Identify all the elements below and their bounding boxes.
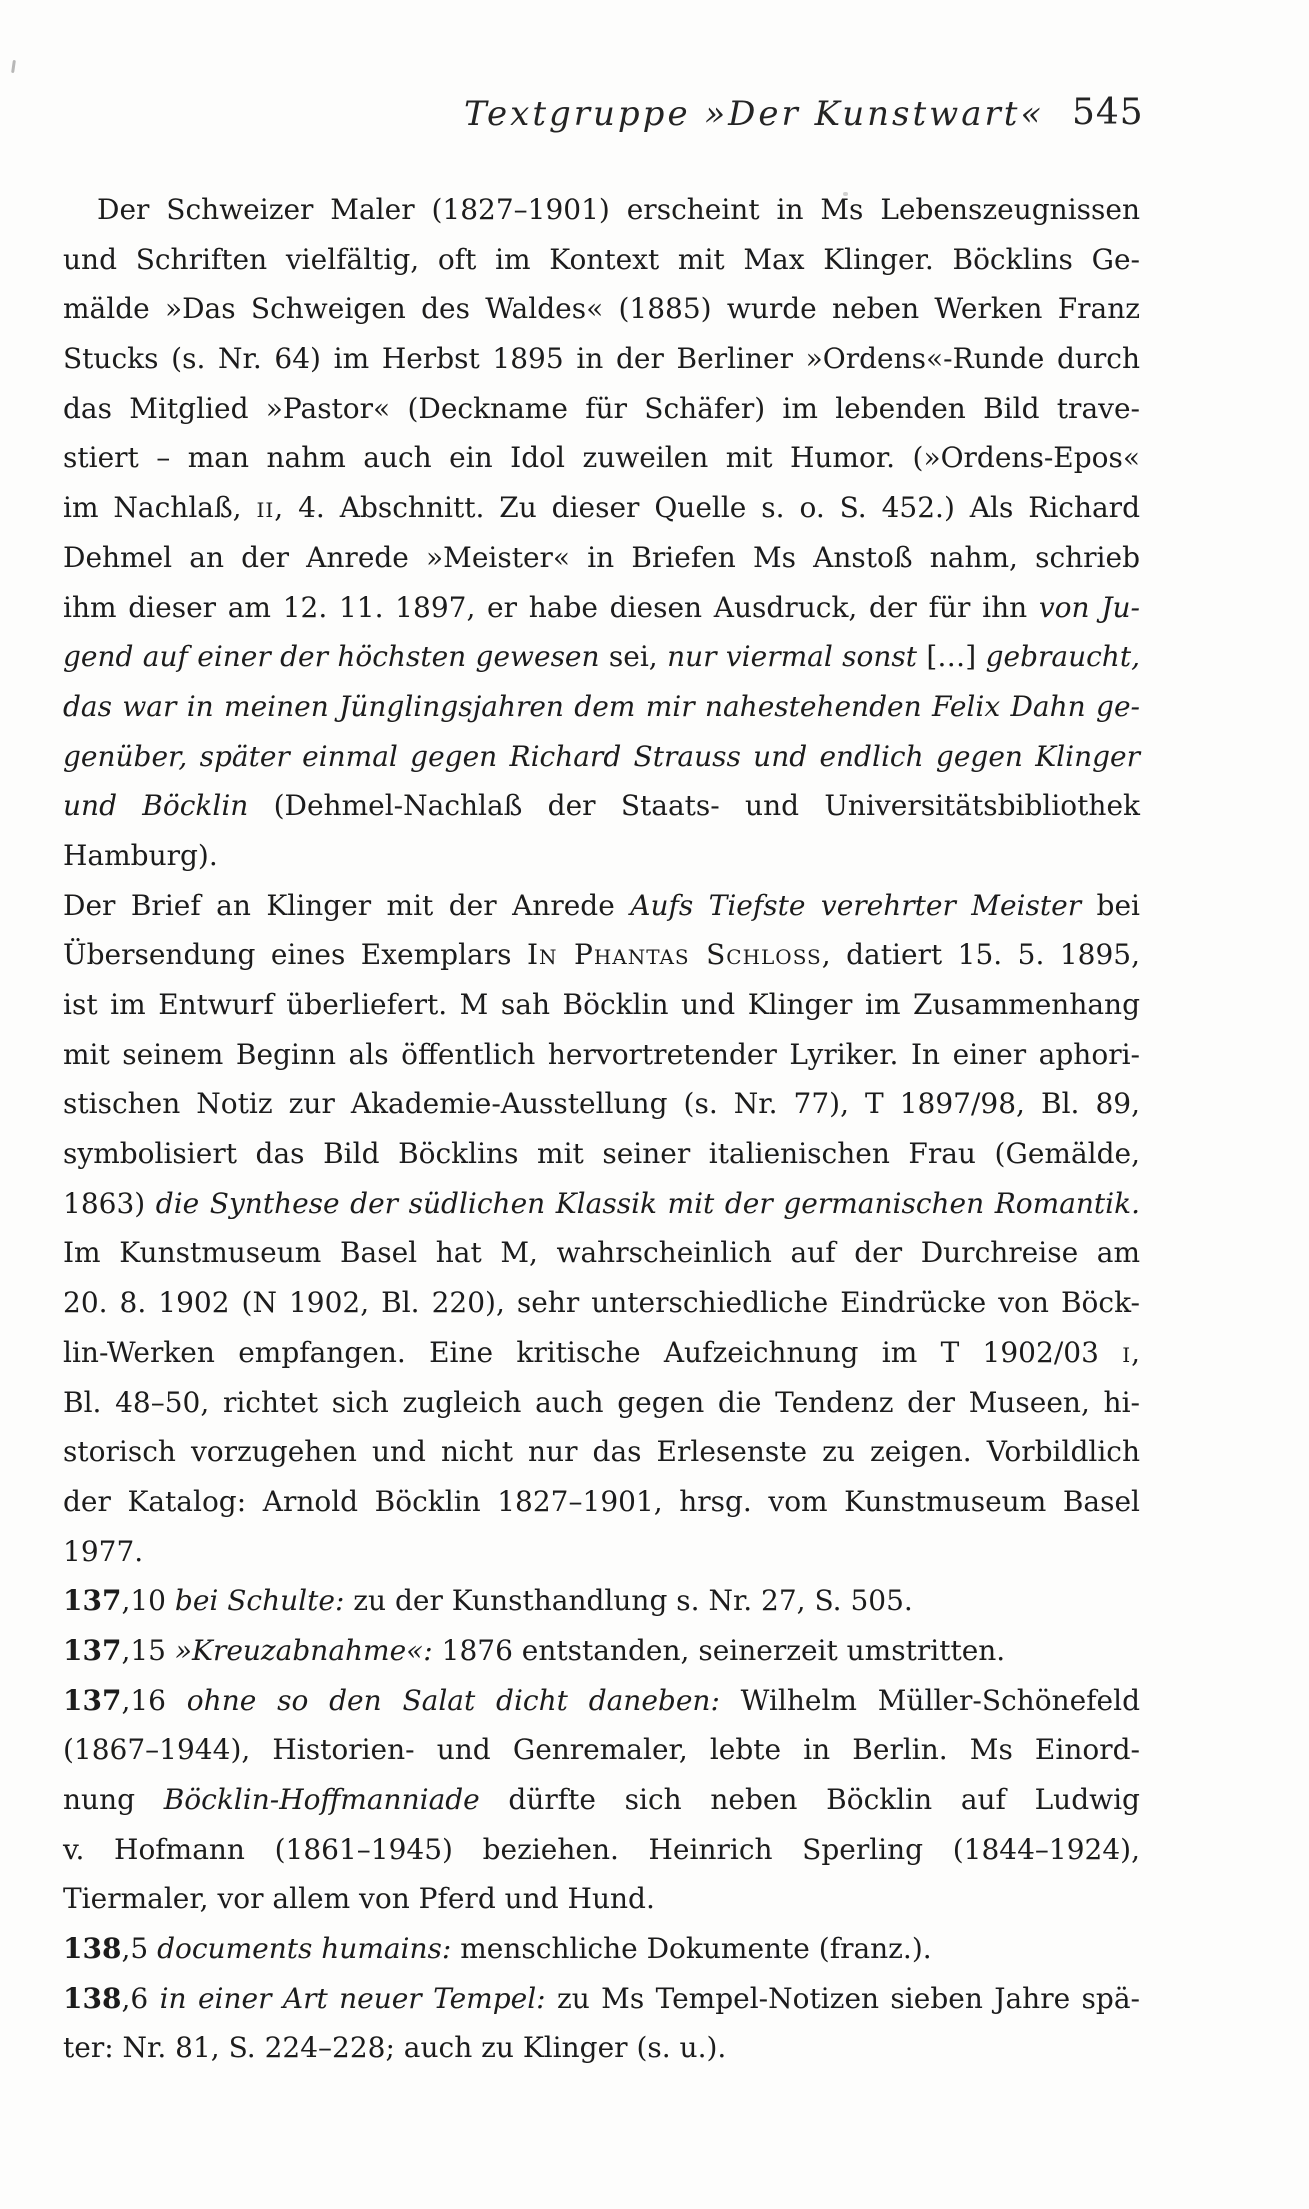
text-segment: genüber, später einmal gegen Richard Strauss und endlich gegen Klinger [63, 739, 1140, 773]
text-segment: (Dehmel-Nachlaß der Staats- und Universitätsbibliothek [248, 789, 1140, 823]
page-header [0, 0, 1309, 170]
text-segment: lin-Werken empfangen. Eine kritische Aufzeichnung im T 1902/03 [63, 1335, 1123, 1369]
text-line [63, 433, 1140, 483]
page-number: 545 [1072, 92, 1144, 133]
text-line [63, 185, 1140, 235]
text-line [63, 1427, 1140, 1477]
text-line [63, 384, 1140, 434]
text-line [63, 632, 1140, 682]
text-segment: »Kreuzabnahme«: [174, 1633, 433, 1667]
text-line [63, 1974, 1140, 2024]
text-segment: Der Schweizer Maler (1827–1901) erscheint in Ms Lebenszeugnissen [97, 193, 1140, 226]
text-line [63, 1278, 1140, 1328]
text-segment: zu der Kunsthandlung s. Nr. 27, S. 505. [344, 1584, 913, 1618]
text-line [63, 284, 1140, 334]
text-line [63, 235, 1140, 285]
text-line [63, 1228, 1140, 1278]
text-segment: bei Schulte: [174, 1584, 345, 1618]
text-line [63, 1576, 1140, 1626]
text-segment: nur viermal sonst [667, 640, 918, 674]
text-segment: […] [917, 640, 986, 674]
text-line [63, 1030, 1140, 1080]
text-segment: gend auf einer der höchsten gewesen [63, 640, 600, 674]
text-segment: ,5 [121, 1932, 158, 1966]
text-line [63, 1725, 1140, 1775]
text-segment: documents humains: [157, 1932, 452, 1966]
text-segment: mit seinem Beginn als öffentlich hervortretender Lyriker. In einer aphori- [63, 1037, 1140, 1071]
text-segment: Aufs Tiefste verehrter Meister [630, 888, 1082, 922]
text-segment: ihm dieser am 12. 11. 1897, er habe diesen Ausdruck, der für ihn [63, 590, 1039, 624]
text-line [63, 1079, 1140, 1129]
text-segment: menschliche Dokumente (franz.). [451, 1932, 932, 1966]
text-segment: Böcklin-Hoffmanniade [163, 1783, 480, 1816]
text-segment: , [1131, 1335, 1140, 1369]
text-segment: Wilhelm Müller-Schönefeld [719, 1683, 1140, 1717]
text-segment: ohne so den Salat dicht daneben: [186, 1683, 720, 1717]
text-segment: symbolisiert das Bild Böcklins mit seiner italienischen Frau (Gemälde, [63, 1137, 1140, 1171]
text-line [63, 1129, 1140, 1179]
text-line [63, 1477, 1140, 1527]
text-segment: (1867–1944), Historien- und Genremaler, lebte in Berlin. Ms Einord- [63, 1733, 1140, 1767]
text-segment: stischen Notiz zur Akademie-Ausstellung (s. Nr. 77), T 1897/98, Bl. 89, [63, 1087, 1140, 1121]
text-segment: der Katalog: Arnold Böcklin 1827–1901, hrsg. vom Kunstmuseum Basel [63, 1484, 1140, 1518]
text-line [63, 533, 1140, 583]
text-line [63, 1328, 1140, 1378]
text-segment: ,16 [121, 1683, 187, 1717]
text-segment: mälde »Das Schweigen des Waldes« (1885) wurde neben Werken Franz [63, 292, 1140, 326]
text-segment: ,15 [121, 1633, 175, 1667]
text-block [63, 185, 1140, 2073]
text-segment: Stucks (s. Nr. 64) im Herbst 1895 in der Berliner »Ordens«-Runde durch [63, 342, 1140, 376]
line-ref-number: 137 [63, 1683, 122, 1717]
text-segment: Bl. 48–50, richtet sich zugleich auch gegen die Tendenz der Museen, hi- [63, 1385, 1140, 1419]
text-line [63, 1527, 1140, 1577]
scan-speck [843, 192, 848, 196]
text-segment: ,10 [121, 1584, 175, 1618]
text-segment: Im Kunstmuseum Basel hat M, wahrscheinlich auf der Durchreise am [63, 1236, 1140, 1270]
text-segment: Dehmel an der Anrede »Meister« in Briefen Ms Anstoß nahm, schrieb [63, 540, 1140, 574]
text-segment: 1876 entstanden, seinerzeit umstritten. [432, 1633, 1006, 1667]
text-segment: dürfte sich neben Böcklin auf Ludwig [479, 1783, 1140, 1816]
text-line [63, 1676, 1140, 1726]
text-line [63, 334, 1140, 384]
text-segment: , datiert 15. 5. 1895, [821, 938, 1140, 972]
text-line [63, 831, 1140, 881]
text-segment: bei [1081, 888, 1140, 922]
text-segment: die Synthese der südlichen Klassik mit der germanischen Romantik. [155, 1186, 1140, 1220]
text-segment: , 4. Abschnitt. Zu dieser Quelle s. o. S. 452.) Als Richard [274, 491, 1140, 525]
text-line [63, 1179, 1140, 1229]
text-segment: von Ju- [1038, 590, 1141, 624]
text-segment: ii [256, 491, 275, 525]
line-ref-number: 137 [63, 1633, 122, 1667]
line-ref-number: 137 [63, 1584, 122, 1618]
text-segment: gebraucht, [985, 640, 1140, 674]
running-title: Textgruppe »Der Kunstwart« [464, 94, 1045, 134]
text-segment: das war in meinen Jünglingsjahren dem mir nahestehenden Felix Dahn ge- [63, 689, 1140, 723]
text-line [63, 881, 1140, 931]
text-segment: das Mitglied »Pastor« (Deckname für Schäfer) im lebenden Bild trave- [63, 391, 1140, 425]
text-segment: und Schriften vielfältig, oft im Kontext mit Max Klinger. Böcklins Ge- [63, 242, 1140, 276]
text-segment: v. Hofmann (1861–1945) beziehen. Heinrich Sperling (1844–1924), [63, 1832, 1140, 1866]
text-line [63, 1924, 1140, 1974]
line-ref-number: 138 [63, 1932, 122, 1966]
text-segment: 20. 8. 1902 (N 1902, Bl. 220), sehr unterschiedliche Eindrücke von Böck- [63, 1286, 1140, 1320]
text-segment: in einer Art neuer Tempel: [159, 1981, 546, 2015]
text-segment: stiert – man nahm auch ein Idol zuweilen mit Humor. (»Ordens-Epos« [63, 441, 1140, 475]
text-segment: zu Ms Tempel-Notizen sieben Jahre spä- [545, 1981, 1140, 2015]
text-segment: und Böcklin [63, 789, 249, 823]
text-segment: ,6 [121, 1981, 160, 2015]
text-line [63, 1378, 1140, 1428]
text-segment: sei, [599, 640, 668, 674]
text-line [63, 1825, 1140, 1875]
text-segment: Tiermaler, vor allem von Pferd und Hund. [63, 1882, 655, 1916]
text-line [63, 980, 1140, 1030]
text-segment: Der Brief an Klinger mit der Anrede [63, 888, 631, 922]
text-segment: In Phantas Schloss [526, 938, 822, 972]
text-segment: i [1122, 1335, 1132, 1369]
text-segment: Übersendung eines Exemplars [63, 938, 527, 972]
text-line [63, 2023, 1140, 2073]
text-line [63, 483, 1140, 533]
text-segment: storisch vorzugehen und nicht nur das Erlesenste zu zeigen. Vorbildlich [63, 1435, 1140, 1469]
text-segment: 1863) [63, 1186, 156, 1220]
text-line [63, 682, 1140, 732]
text-line [63, 583, 1140, 633]
text-segment: im Nachlaß, [63, 491, 257, 525]
text-line [63, 781, 1140, 831]
text-line [63, 930, 1140, 980]
text-segment: 1977. [63, 1534, 144, 1568]
text-line [63, 1874, 1140, 1924]
text-line [63, 732, 1140, 782]
text-segment: Hamburg). [63, 838, 218, 872]
text-segment: nung [63, 1783, 164, 1816]
text-line [63, 1626, 1140, 1676]
line-ref-number: 138 [63, 1981, 122, 2015]
text-segment: ist im Entwurf überliefert. M sah Böcklin und Klinger im Zusammenhang [63, 988, 1140, 1021]
text-segment: ter: Nr. 81, S. 224–228; auch zu Klinger (s. u.). [63, 2031, 727, 2065]
text-line [63, 1775, 1140, 1825]
